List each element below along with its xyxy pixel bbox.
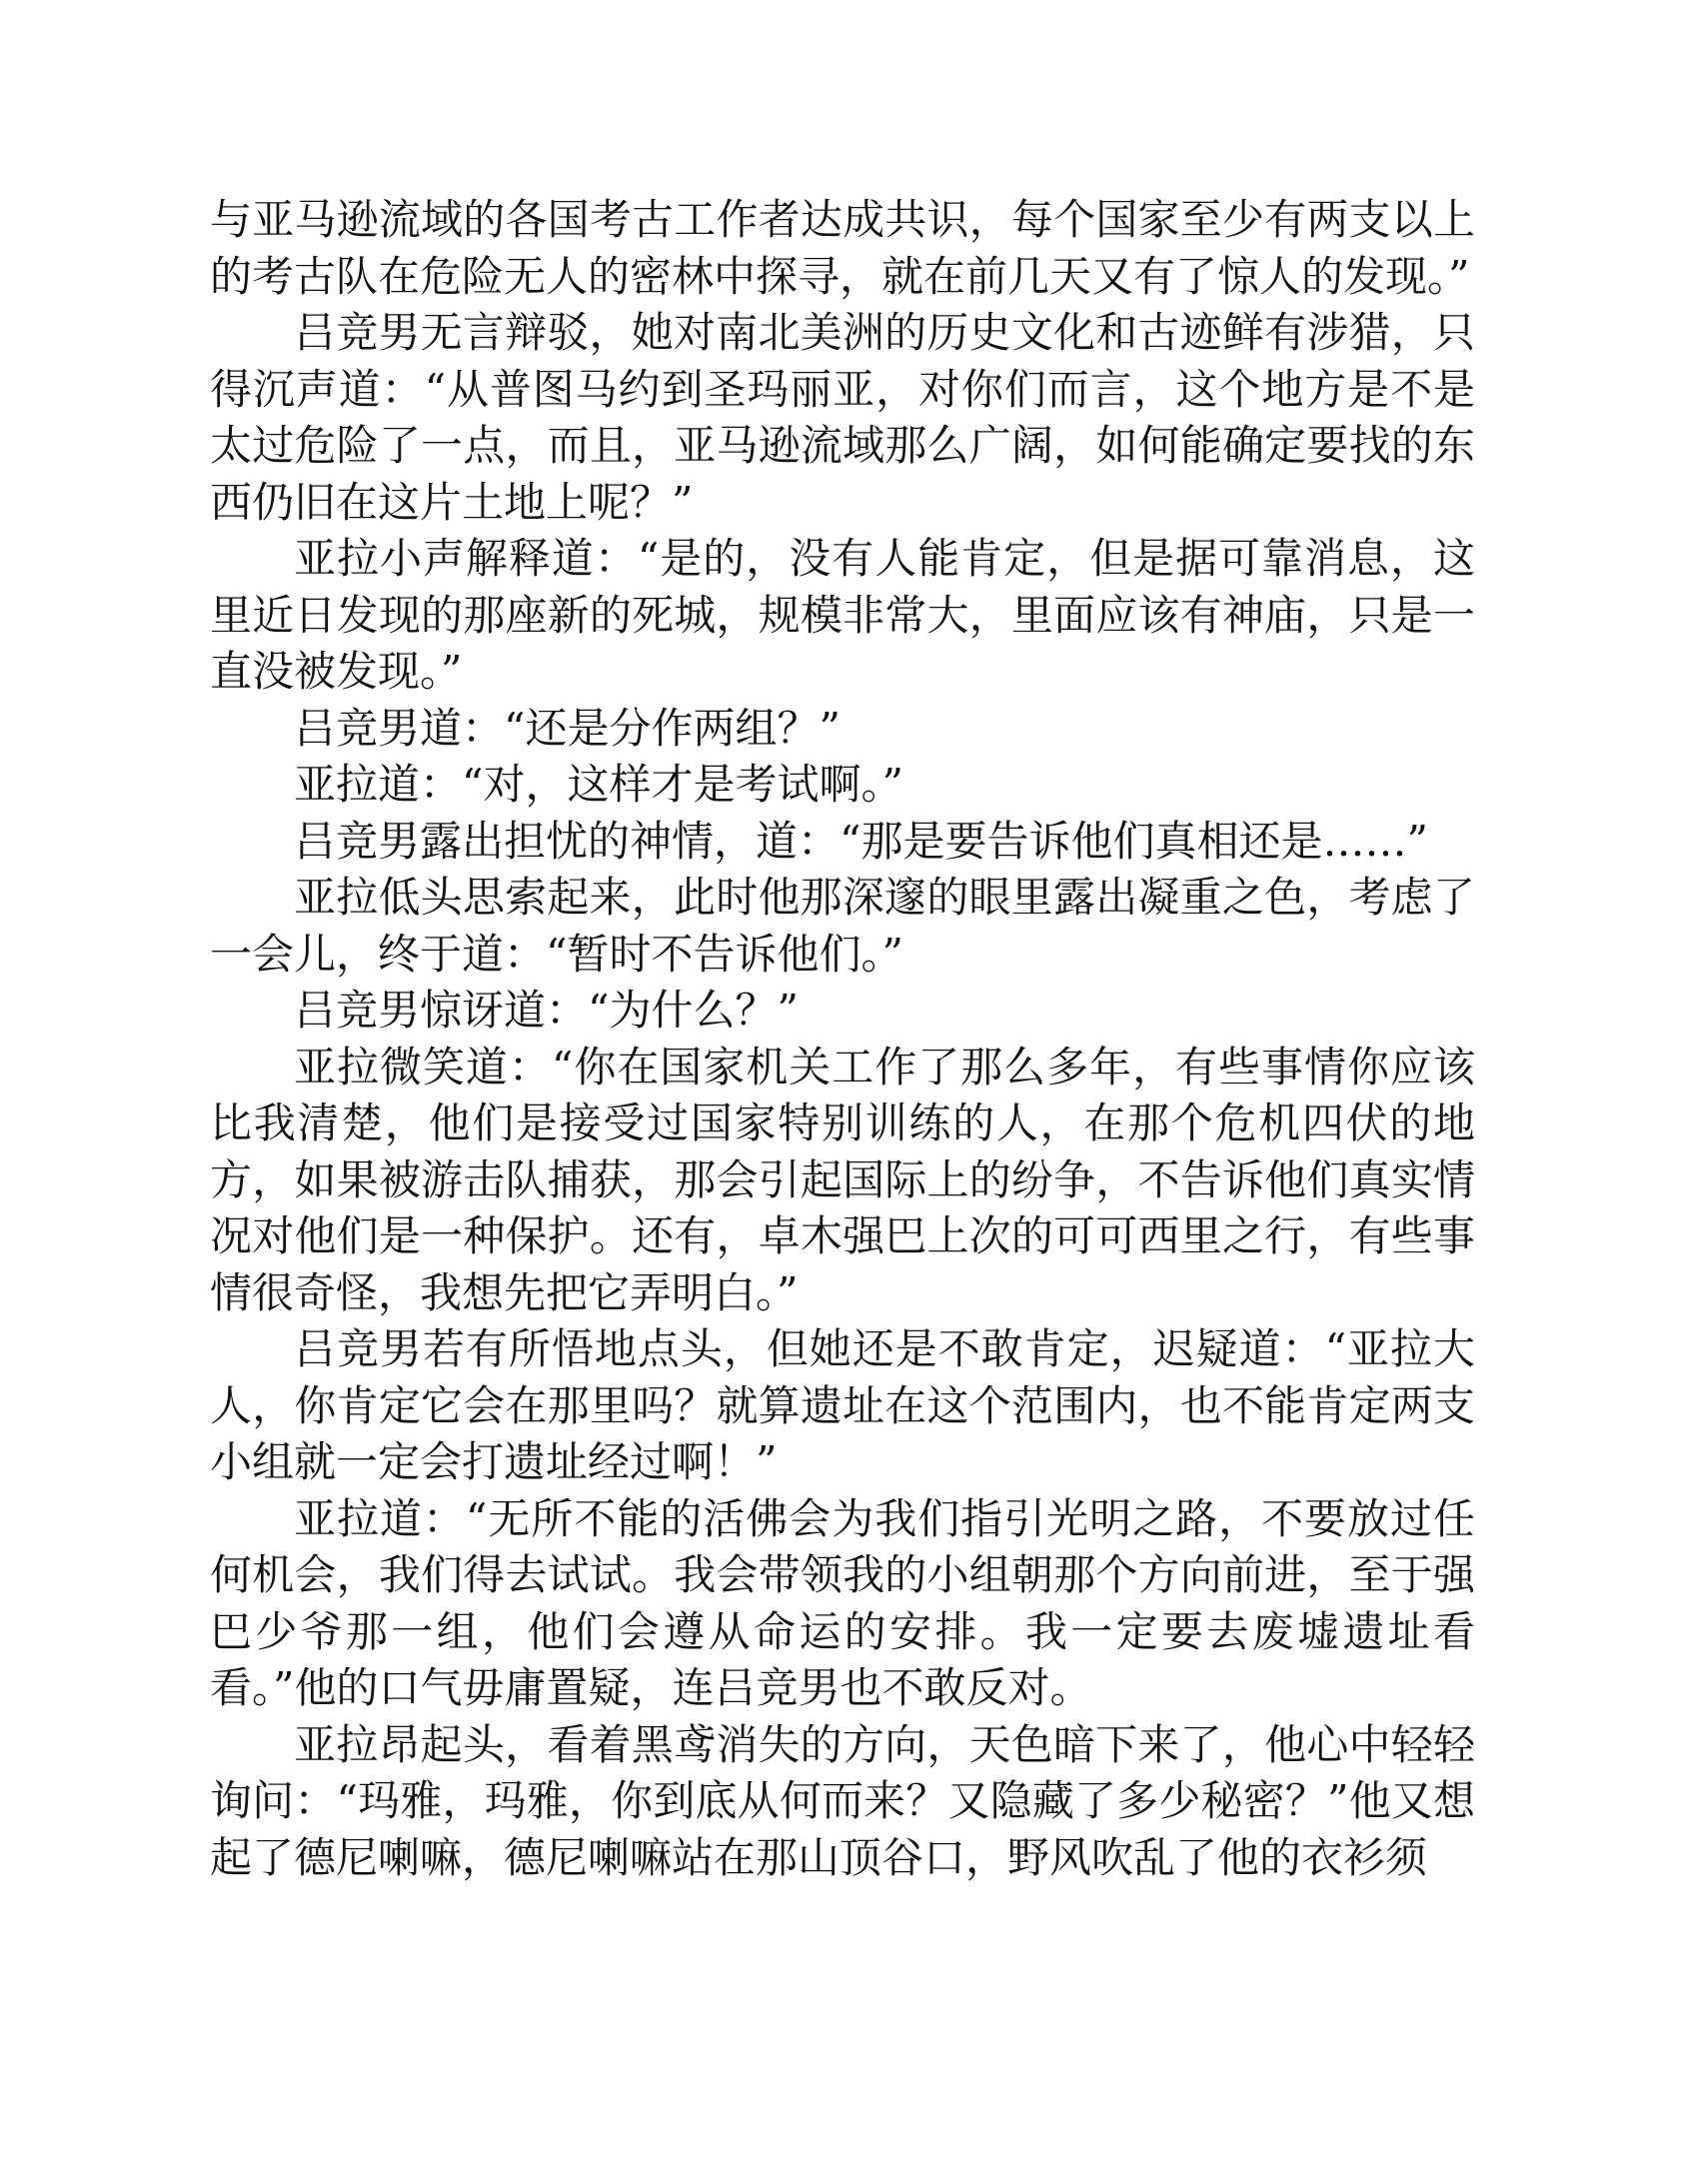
- paragraph: 吕竞男露出担忧的神情，道：“那是要告诉他们真相还是……”: [294, 816, 1428, 866]
- paragraph: 吕竞男无言辩驳，她对南北美洲的历史文化和古迹鲜有涉猎，只得沉声道：“从普图马约到圣玛丽亚，对你们而言，这个地方是不是太过危险了一点，而且，亚马逊流域那么广阔，如何能确定要找的东西仍旧在这片土地上呢？”: [210, 308, 1475, 527]
- document-body: [210, 192, 1475, 1886]
- paragraph: 亚拉道：“对，这样才是考试啊。”: [294, 760, 903, 809]
- paragraph-continuation: 与亚马逊流域的各国考古工作者达成共识，每个国家至少有两支以上的考古队在危险无人的密林中探寻，就在前几天又有了惊人的发现。”: [210, 195, 1475, 301]
- paragraph: 亚拉小声解释道：“是的，没有人能肯定，但是据可靠消息，这里近日发现的那座新的死城，规模非常大，里面应该有神庙，只是一直没被发现。”: [210, 534, 1475, 696]
- paragraph: 亚拉低头思索起来，此时他那深邃的眼里露出凝重之色，考虑了一会儿，终于道：“暂时不告诉他们。”: [210, 873, 1475, 979]
- paragraph: 亚拉昂起头，看着黑鸢消失的方向，天色暗下来了，他心中轻轻询问：“玛雅，玛雅，你到底从何而来？又隐藏了多少秘密？”他又想起了德尼喇嘛，德尼喇嘛站在那山顶谷口，野风吹乱了他的衣衫须: [210, 1719, 1475, 1882]
- paragraph: 吕竞男道：“还是分作两组？”: [294, 703, 841, 753]
- paragraph: 亚拉微笑道：“你在国家机关工作了那么多年，有些事情你应该比我清楚，他们是接受过国家特别训练的人，在那个危机四伏的地方，如果被游击队捕获，那会引起国际上的纷争，不告诉他们真实情况对他们是一种保护。还有，卓木强巴上次的可可西里之行，有些事情很奇怪，我想先把它弄明白。”: [210, 1042, 1475, 1317]
- paragraph: 吕竞男惊讶道：“为什么？”: [294, 986, 799, 1035]
- paragraph: 亚拉道：“无所不能的活佛会为我们指引光明之路，不要放过任何机会，我们得去试试。我会带领我的小组朝那个方向前进，至于强巴少爷那一组，他们会遵从命运的安排。我一定要去废墟遗址看看。”他的口气毋庸置疑，连吕竞男也不敢反对。: [210, 1493, 1475, 1712]
- paragraph: 吕竞男若有所悟地点头，但她还是不敢肯定，迟疑道：“亚拉大人，你肯定它会在那里吗？就算遗址在这个范围内，也不能肯定两支小组就一定会打遗址经过啊！”: [210, 1324, 1475, 1486]
